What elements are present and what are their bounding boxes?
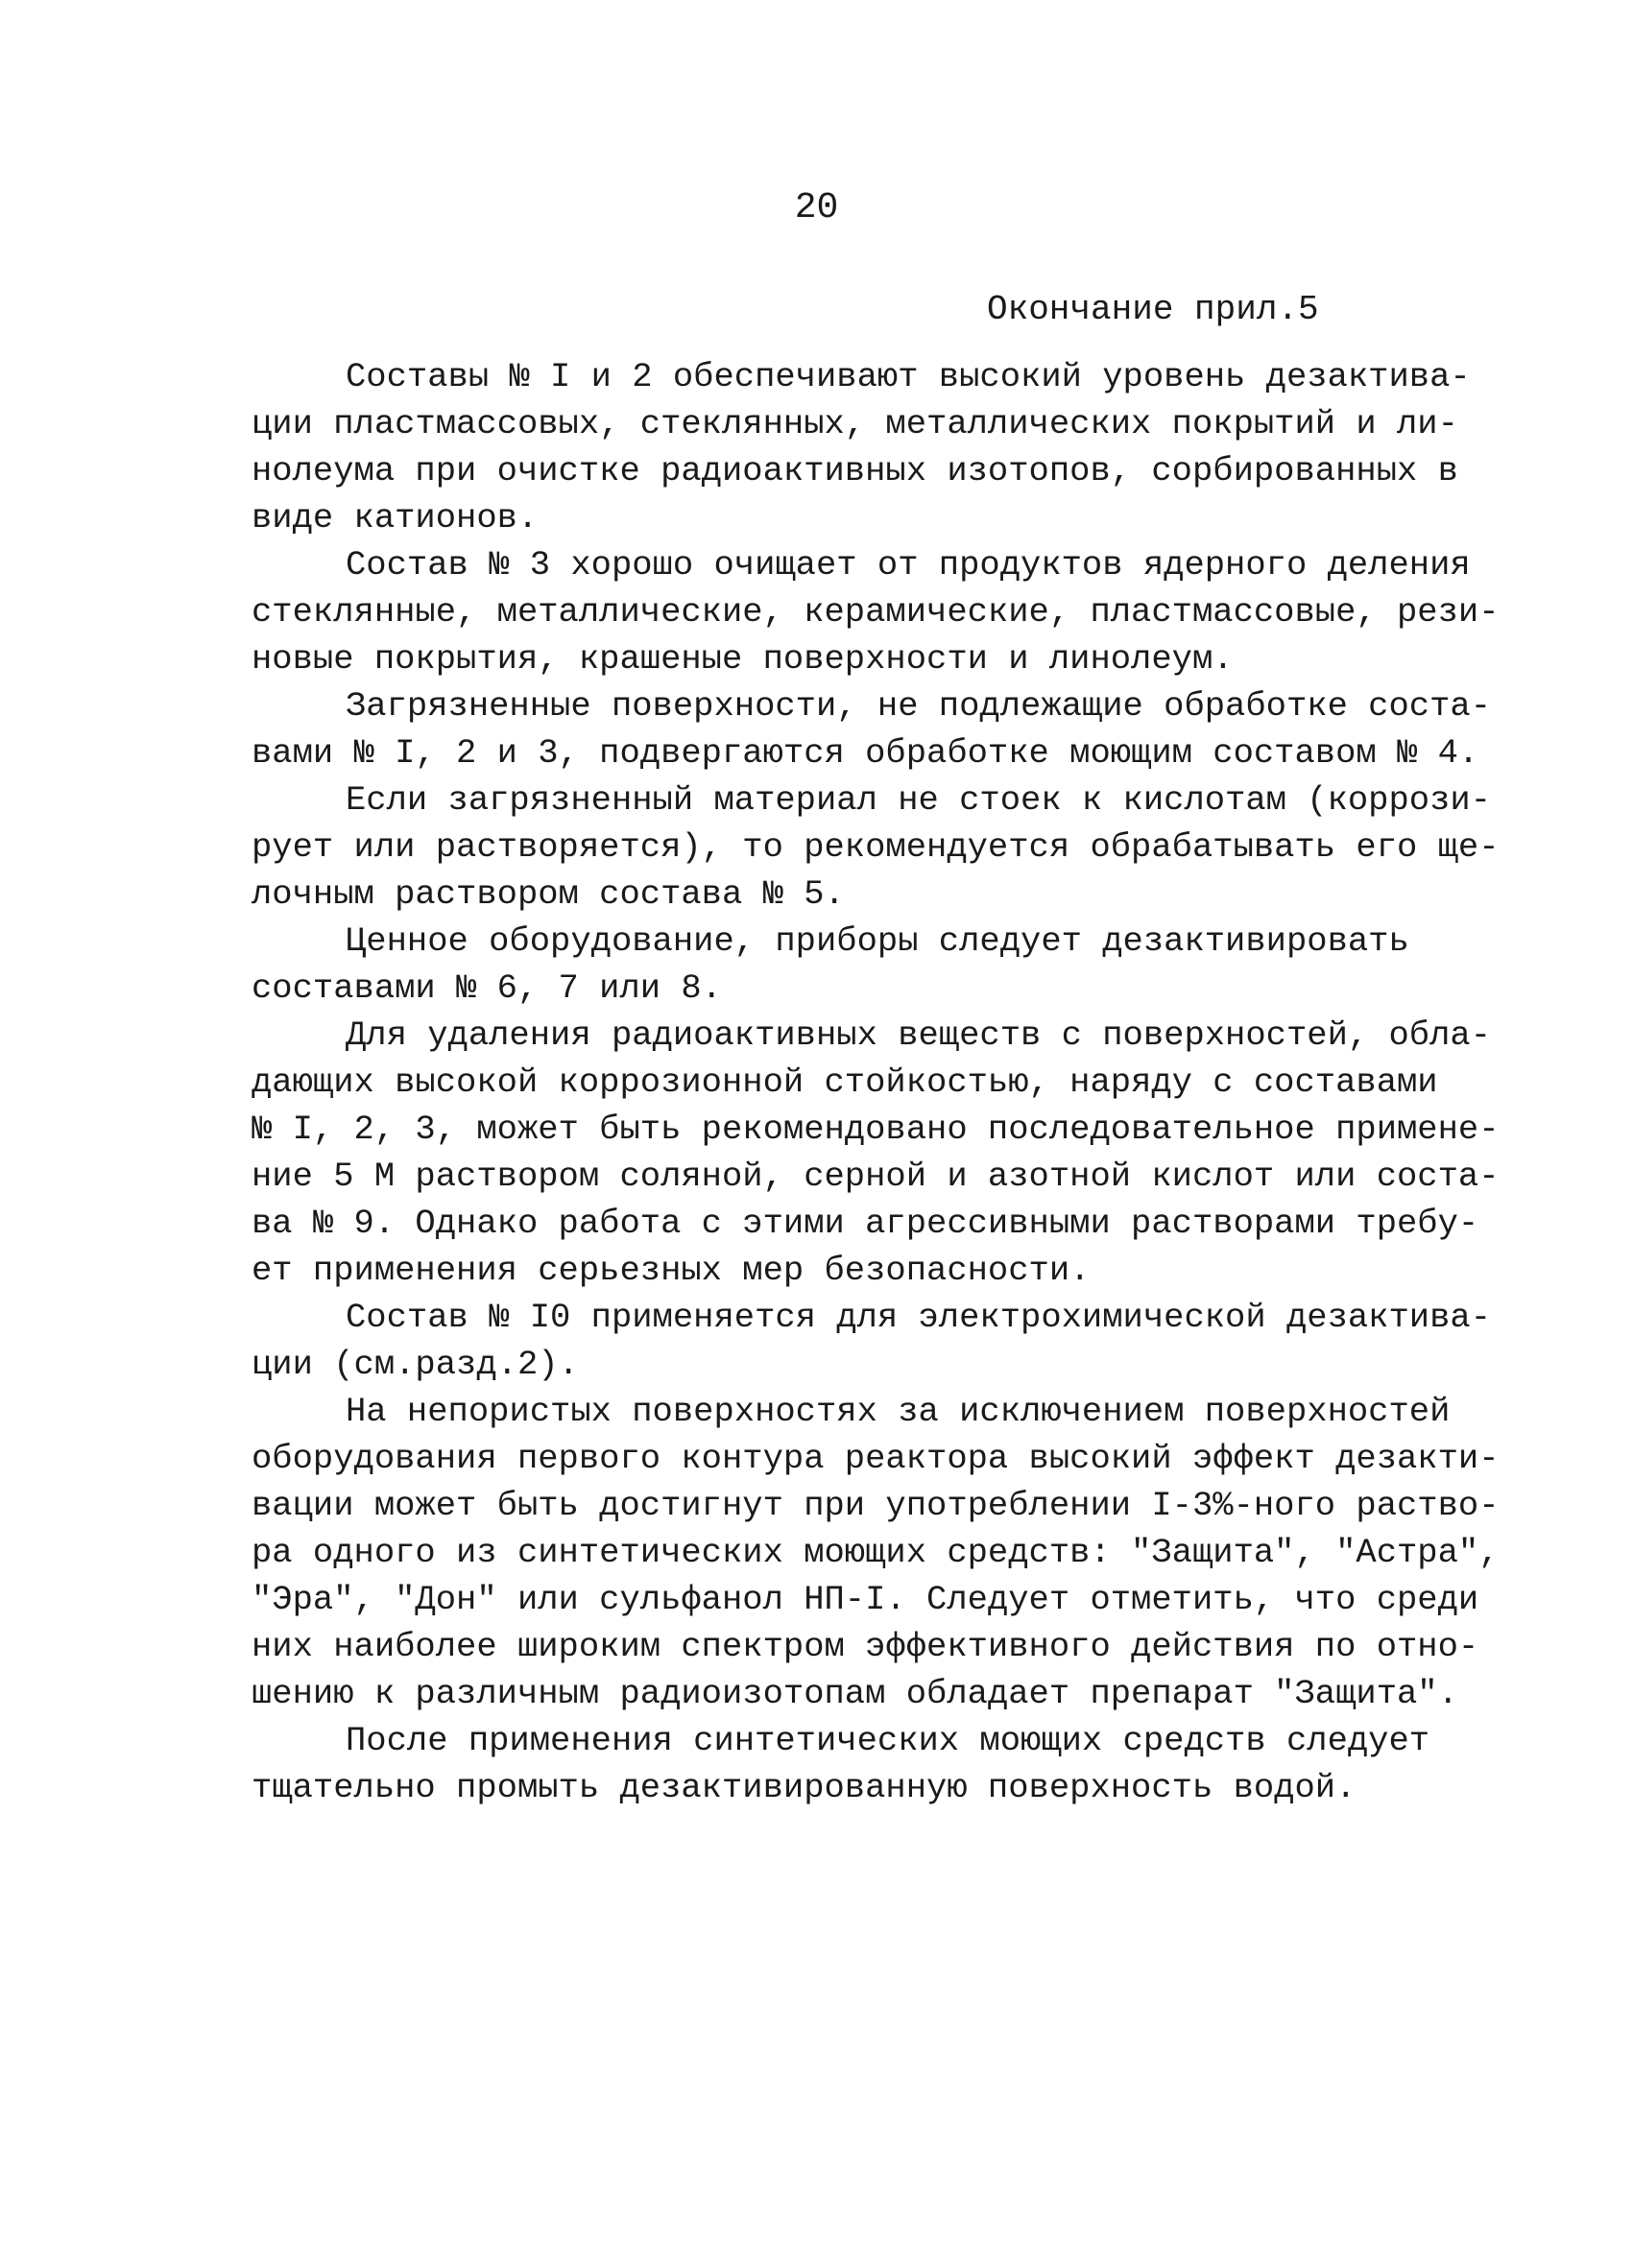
text-line: После применения синтетических моющих средств следует <box>346 1721 1430 1760</box>
paragraph <box>252 1388 1500 1717</box>
text-line: лочным раствором состава № 5. <box>252 874 845 914</box>
paragraph <box>252 1294 1491 1388</box>
appendix-label: Окончание прил.5 <box>987 290 1319 329</box>
text-line: них наиболее широким спектром эффективного действия по отно- <box>252 1627 1479 1666</box>
text-line: ра одного из синтетических моющих средств: "Защита", "Астра", <box>252 1533 1500 1572</box>
text-line: № I, 2, 3, может быть рекомендовано последовательное примене- <box>252 1110 1500 1149</box>
text-line: виде катионов. <box>252 498 539 537</box>
paragraph <box>252 353 1471 541</box>
text-line: ет применения серьезных мер безопасности. <box>252 1251 1091 1290</box>
paragraph <box>252 918 1423 1012</box>
text-line: стеклянные, металлические, керамические, пластмассовые, рези- <box>252 592 1500 632</box>
text-line: Если загрязненный материал не стоек к кислотам (коррози- <box>346 780 1491 820</box>
paragraph <box>252 776 1500 918</box>
text-line: нолеума при очистке радиоактивных изотопов, сорбированных в <box>252 451 1458 490</box>
text-line: шению к различным радиоизотопам обладает препарат "Защита". <box>252 1674 1458 1713</box>
text-line: "Эра", "Дон" или сульфанол НП-I. Следует отметить, что среди <box>252 1580 1479 1619</box>
text-line: Загрязненные поверхности, не подлежащие обработке соста- <box>346 686 1491 726</box>
paragraph <box>252 682 1491 776</box>
text-line: На непористых поверхностях за исключением поверхностей <box>346 1392 1451 1431</box>
text-line: Состав № I0 применяется для электрохимической дезактива- <box>346 1298 1491 1337</box>
text-line: оборудования первого контура реактора высокий эффект дезакти- <box>252 1439 1500 1478</box>
text-line: ва № 9. Однако работа с этими агрессивными растворами требу- <box>252 1204 1479 1243</box>
text-line: составами № 6, 7 или 8. <box>252 968 722 1008</box>
text-line: ние 5 М раствором соляной, серной и азотной кислот или соста- <box>252 1157 1500 1196</box>
text-line: новые покрытия, крашеные поверхности и линолеум. <box>252 639 1234 679</box>
text-line: рует или растворяется), то рекомендуется обрабатывать его ще- <box>252 827 1500 867</box>
text-line: вами № I, 2 и 3, подвергаются обработке моющим составом № 4. <box>252 733 1479 773</box>
text-line: дающих высокой коррозионной стойкостью, наряду с составами <box>252 1062 1438 1102</box>
text-line: Для удаления радиоактивных веществ с поверхностей, обла- <box>346 1015 1491 1055</box>
body-text <box>252 353 1500 1811</box>
text-line: Ценное оборудование, приборы следует дезактивировать <box>346 921 1409 961</box>
page-number: 20 <box>794 187 839 228</box>
paragraph <box>252 1012 1500 1294</box>
text-line: ции пластмассовых, стеклянных, металлических покрытий и ли- <box>252 404 1458 443</box>
text-line: Состав № 3 хорошо очищает от продуктов ядерного деления <box>346 545 1471 585</box>
text-line: вации может быть достигнут при употреблении I-3%-ного раство- <box>252 1486 1500 1525</box>
text-line: ции (см.разд.2). <box>252 1345 579 1384</box>
text-line: тщательно промыть дезактивированную поверхность водой. <box>252 1768 1357 1807</box>
paragraph <box>252 541 1500 682</box>
paragraph <box>252 1717 1430 1811</box>
text-line: Составы № I и 2 обеспечивают высокий уровень дезактива- <box>346 357 1471 396</box>
